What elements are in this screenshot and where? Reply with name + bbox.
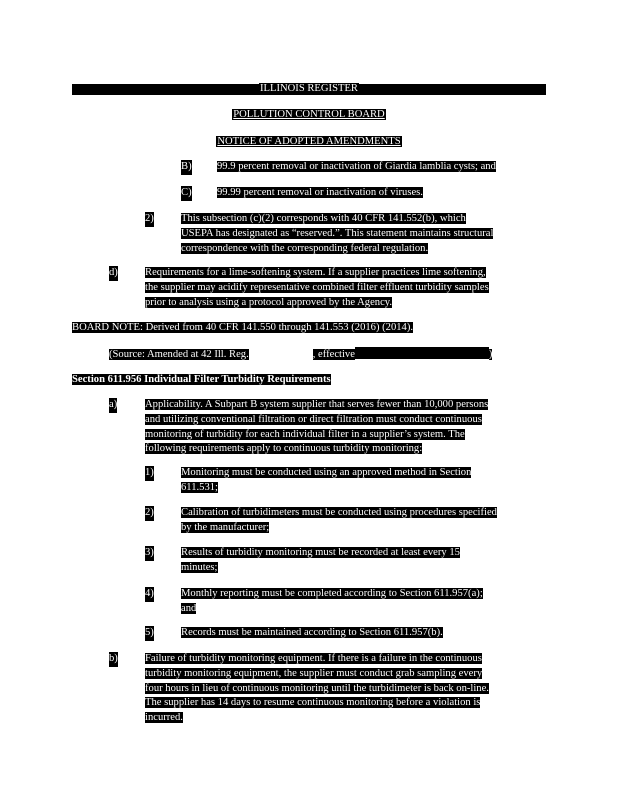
item-c-text: 99.99 percent removal or inactivation of viruses. — [217, 187, 423, 198]
item-2-label: 2) — [145, 212, 154, 227]
source-blank-date — [355, 347, 489, 359]
source-line: (Source: Amended at 42 Ill. Reg. , effective ) — [109, 349, 493, 360]
item-d-text: Requirements for a lime-softening system. If a supplier practices lime softening, the supplier may acidify representative combined filter effluent turbidity samples prior to analysis using a protocol approved by the Agency. — [145, 267, 489, 308]
section-title: Section 611.956 Individual Filter Turbidity Requirements — [72, 374, 331, 385]
item-b-label: B) — [181, 160, 192, 175]
notice-title: NOTICE OF ADOPTED AMENDMENTS — [217, 136, 401, 147]
sub-3-label: 3) — [145, 546, 154, 561]
sub-3-text: Results of turbidity monitoring must be recorded at least every 15 minutes; — [181, 547, 460, 573]
sub-4-label: 4) — [145, 587, 154, 602]
sub-5-label: 5) — [145, 626, 154, 641]
register-title: ILLINOIS REGISTER — [260, 83, 358, 94]
item-b-failure-label: b) — [109, 652, 118, 667]
item-d-label: d) — [109, 266, 118, 281]
sub-2-text: Calibration of turbidimeters must be conducted using procedures specified by the manufacturer; — [181, 507, 497, 533]
board-note: BOARD NOTE: Derived from 40 CFR 141.550 through 141.553 (2016) (2014). — [72, 322, 414, 333]
board-title: POLLUTION CONTROL BOARD — [233, 109, 385, 120]
sub-2-label: 2) — [145, 506, 154, 521]
sub-1-text: Monitoring must be conducted using an approved method in Section 611.531; — [181, 467, 472, 493]
item-2-text: This subsection (c)(2) corresponds with 40 CFR 141.552(b), which USEPA has designated as “reserved.”. This statement maintains structural correspondence with the corresponding federal regulation. — [181, 213, 494, 254]
item-b-failure-text: Failure of turbidity monitoring equipment. If there is a failure in the continuous turbidity monitoring equipment, the supplier must conduct grab sampling every four hours in lieu of continuous monitoring until the turbidimeter is back on-line. The supplier has 14 days to resume continuous monitoring before a violation is incurred. — [145, 653, 489, 724]
sub-4-text: Monthly reporting must be completed according to Section 611.957(a); and — [181, 588, 483, 614]
item-b-text: 99.9 percent removal or inactivation of Giardia lamblia cysts; and — [217, 161, 496, 172]
item-a-label: a) — [109, 398, 117, 413]
source-blank-reg — [249, 347, 313, 359]
item-a-text: Applicability. A Subpart B system supplier that serves fewer than 10,000 persons and utilizing conventional filtration or direct filtration must conduct continuous monitoring of turbidity for each individual filter in a supplier’s system. The following requirements apply to continuous turbidity monitoring: — [145, 399, 489, 455]
sub-5-text: Records must be maintained according to Section 611.957(b). — [181, 627, 443, 638]
item-c-label: C) — [181, 186, 192, 201]
sub-1-label: 1) — [145, 466, 154, 481]
